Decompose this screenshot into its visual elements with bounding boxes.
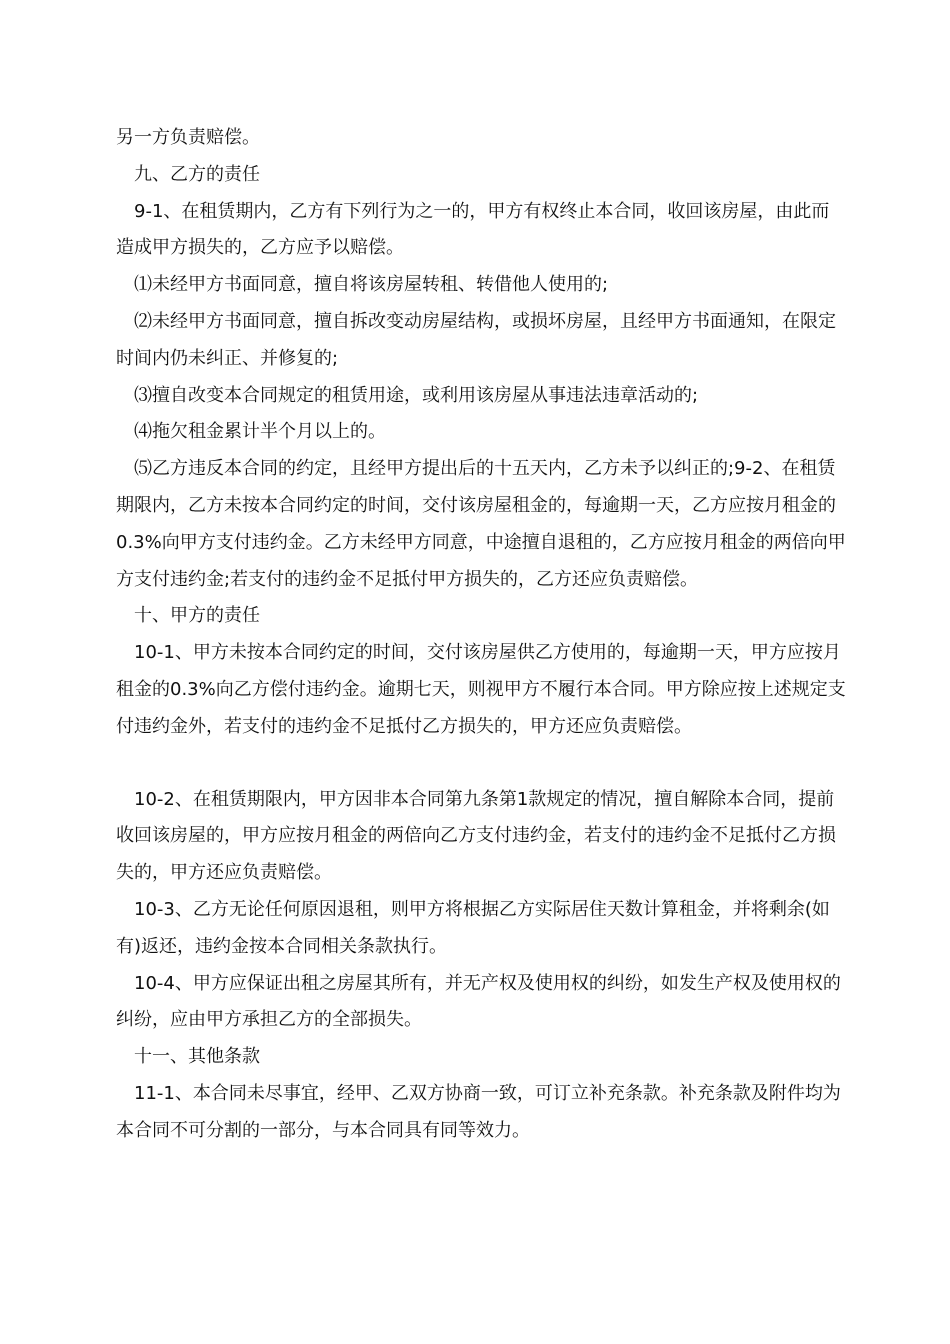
clause-item-4: ⑷拖欠租金累计半个月以上的。 (134, 421, 386, 443)
section-heading-10: 十、甲方的责任 (134, 605, 260, 627)
clause-item-5-and-9-2: ⑸乙方违反本合同的约定，且经甲方提出后的十五天内，乙方未予以纠正的;9-2、在租赁期限内，乙方未按本合同约定的时间，交付该房屋租金的，每逾期一天，乙方应按月租金的0.3%向甲方支付违约金。乙方未经甲方同意，中途擅自退租的，乙方应按月租金的两倍向甲方支付违约金;若支付的违约金不足抵付甲方损失的，乙方还应负责赔偿。 (116, 458, 846, 590)
clause-9-1: 9-1、在租赁期内，乙方有下列行为之一的，甲方有权终止本合同，收回该房屋，由此而造成甲方损失的，乙方应予以赔偿。 (116, 200, 830, 259)
document-body (116, 120, 846, 1150)
paragraph-continuation: 另一方负责赔偿。 (116, 127, 260, 148)
clause-10-2: 10-2、在租赁期限内，甲方因非本合同第九条第1款规定的情况，擅自解除本合同，提前收回该房屋的，甲方应按月租金的两倍向乙方支付违约金，若支付的违约金不足抵付乙方损失的，甲方还应负责赔偿。 (116, 788, 836, 884)
clause-10-1: 10-1、甲方未按本合同约定的时间，交付该房屋供乙方使用的，每逾期一天，甲方应按月租金的0.3%向乙方偿付违约金。逾期七天，则视甲方不履行本合同。甲方除应按上述规定支付违约金外，若支付的违约金不足抵付乙方损失的，甲方还应负责赔偿。 (116, 642, 846, 737)
clause-10-4: 10-4、甲方应保证出租之房屋其所有，并无产权及使用权的纠纷，如发生产权及使用权的纠纷，应由甲方承担乙方的全部损失。 (116, 972, 841, 1031)
clause-item-2: ⑵未经甲方书面同意，擅自拆改变动房屋结构，或损坏房屋，且经甲方书面通知，在限定时间内仍未纠正、并修复的; (116, 310, 836, 369)
section-heading-11: 十一、其他条款 (134, 1046, 260, 1068)
clause-10-3: 10-3、乙方无论任何原因退租，则甲方将根据乙方实际居住天数计算租金，并将剩余(如有)返还，违约金按本合同相关条款执行。 (116, 898, 830, 957)
paragraph-gap (116, 746, 846, 782)
clause-11-1: 11-1、本合同未尽事宜，经甲、乙双方协商一致，可订立补充条款。补充条款及附件均为本合同不可分割的一部分，与本合同具有同等效力。 (116, 1082, 841, 1141)
clause-item-3: ⑶擅自改变本合同规定的租赁用途，或利用该房屋从事违法违章活动的; (134, 384, 699, 406)
section-heading-9: 九、乙方的责任 (134, 163, 260, 185)
clause-item-1: ⑴未经甲方书面同意，擅自将该房屋转租、转借他人使用的; (134, 274, 609, 296)
